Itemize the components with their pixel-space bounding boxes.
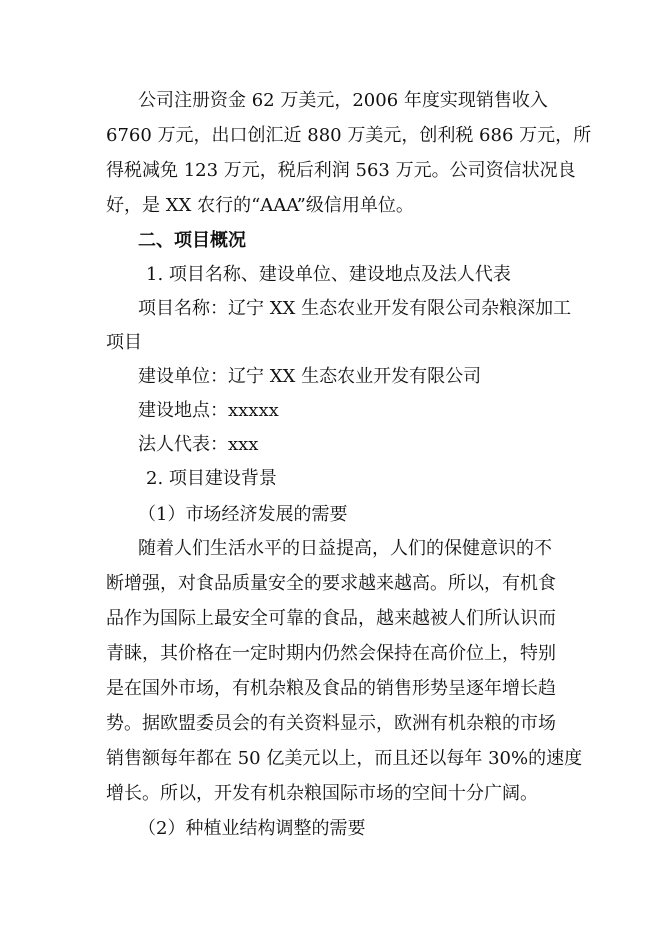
paragraph-line: 品作为国际上最安全可靠的食品，越来越被人们所认识而 xyxy=(106,608,556,629)
paragraph-line: 随着人们生活水平的日益提高，人们的保健意识的不 xyxy=(138,538,552,559)
project-name-continuation: 项目 xyxy=(106,332,142,353)
legal-representative-line: 法人代表：xxx xyxy=(138,434,259,455)
subsection-heading: 2. 项目建设背景 xyxy=(146,468,277,489)
paragraph-line: 势。据欧盟委员会的有关资料显示，欧洲有机杂粮的市场 xyxy=(106,713,556,734)
paragraph-line: 得税减免 123 万元，税后利润 563 万元。公司资信状况良 xyxy=(106,160,576,181)
paragraph-line: 增长。所以，开发有机杂粮国际市场的空间十分广阔。 xyxy=(106,783,538,804)
paragraph-line: 是在国外市场，有机杂粮及食品的销售形势呈逐年增长趋 xyxy=(106,678,556,699)
project-name-line: 项目名称：辽宁 XX 生态农业开发有限公司杂粮深加工 xyxy=(138,298,572,319)
sub-subsection-heading: （1）市场经济发展的需要 xyxy=(138,504,348,525)
paragraph-line: 6760 万元，出口创汇近 880 万美元，创利税 686 万元，所 xyxy=(106,125,592,146)
section-heading: 二、项目概况 xyxy=(138,230,246,251)
construction-unit-line: 建设单位：辽宁 XX 生态农业开发有限公司 xyxy=(138,366,482,387)
construction-site-line: 建设地点：xxxxx xyxy=(138,400,279,421)
paragraph-line: 销售额每年都在 50 亿美元以上，而且还以每年 30%的速度 xyxy=(106,748,583,769)
paragraph-line: 好，是 XX 农行的“AAA”级信用单位。 xyxy=(106,195,414,216)
sub-subsection-heading: （2）种植业结构调整的需要 xyxy=(138,818,366,839)
subsection-heading: 1. 项目名称、建设单位、建设地点及法人代表 xyxy=(146,264,511,285)
paragraph-line: 青睐，其价格在一定时期内仍然会保持在高价位上，特别 xyxy=(106,643,556,664)
paragraph-line: 公司注册资金 62 万美元，2006 年度实现销售收入 xyxy=(138,90,548,111)
paragraph-line: 断增强，对食品质量安全的要求越来越高。所以，有机食 xyxy=(106,573,556,594)
